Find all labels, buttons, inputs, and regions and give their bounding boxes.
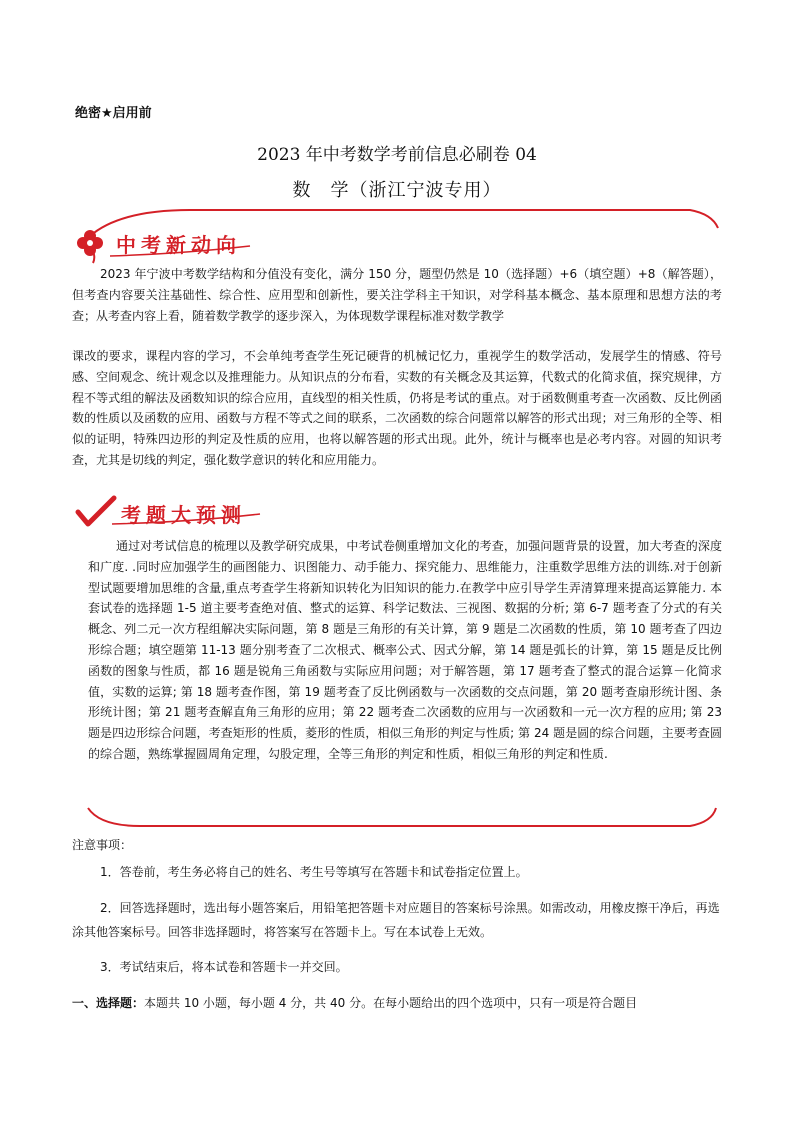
four-leaf-flower-icon [77,230,103,263]
notice-heading: 注意事项： [72,838,133,852]
check-mark-icon [78,498,114,524]
notice-item: 2．回答选择题时，选出每小题答案后，用铅笔把答题卡对应题目的答案标号涂黑。如需改动，用橡皮擦干净后，再选涂其他答案标号。回答非选择题时，将答案写在答题卡上。写在本试卷上无效。 [72,901,720,939]
trend-paragraph-part2: 课改的要求，课程内容的学习，不会单纯考查学生死记硬背的机械记忆力，重视学生的数学活动，发展学生的情感、符号感、空间观念、统计观念以及推理能力。从知识点的分布看，实数的有关概念及其运算，代数式的化简求值，探究规律，方程不等式组的解法及函数知识的综合应用，直线型的相关性质，仍将是考试的重点。对于函数侧重考查一次函数、反比例函数的性质以及函数的应用、函数与方程不等式之间的联系，二次函数的综合问题常以解答的形式出现；对三角形的全等、相似的证明，特殊四边形的判定及性质的应用，也将以解答题的形式出现。此外，统计与概率也是必考内容。对圆的知识考查，尤其是切线的判定，强化数学意识的转化和应用能力。 [72,349,722,467]
prediction-paragraph: 通过对考试信息的梳理以及教学研究成果，中考试卷侧重增加文化的考查，加强问题背景的设置，加大考查的深度和广度. .同时应加强学生的画图能力、识图能力、动手能力、探究能力、思维能力，注重数学思维方法的训练.对于创新型试题要增加思维的含量,重点考查学生将新知识转化为旧知识的能力.在教学中应引导学生弄清算理来提高运算能力. 本套试卷的选择题 1-5 道主要考查绝对值、整式的运算、科学记数法、三视图、数据的分析; 第 6-7 题考查了分式的有关概念、列二元一次方程组解决实际问题，第 8 题是三角形的有关计算，第 9 题是二次函数的性质，第 10 题考查了四边形综合题；填空题第 11-13 题分别考查了二次根式、概率公式、因式分解，第 14 题是弧长的计算，第 15 题是反比例函数的图象与性质，都 16 题是锐角三角函数与实际应用问题；对于解答题，第 17 题考查了整式的混合运算－化简求值，实数的运算; 第 18 题考查作图，第 19 题考查了反比例函数与一次函数的交点问题，第 20 题考查扇形统计图、条形统计图；第 21 题考查解直角三角形的应用；第 22 题考查二次函数的应用与一次函数和一元一次方程的应用; 第 23 题是四边形综合问题，考查矩形的性质，菱形的性质，相似三角形的判定与性质; 第 24 题是圆的综合问题，主要考查圆的综合题，熟练掌握圆周角定理，勾股定理，全等三角形的判定和性质，相似三角形的判定和性质. [88,539,722,761]
trend-paragraph-part1: 2023 年宁波中考数学结构和分值没有变化，满分 150 分，题型仍然是 10（选择题）+6（填空题）+8（解答题），但考查内容要关注基础性、综合性、应用型和创新性，要关注学科主干知识，对学科基本概念、基本原理和思想方法的考查；从考查内容上看，随着数学教学的逐步深入，为体现数学课程标准对数学教学 [72,267,722,323]
notice-item: 3．考试结束后，将本试卷和答题卡一并交回。 [100,960,348,974]
multiple-choice-instructions [72,994,732,1011]
notice-item: 1．答卷前，考生务必将自己的姓名、考生号等填写在答题卡和试卷指定位置上。 [100,865,528,879]
exam-title: 2023 年中考数学考前信息必刷卷 04 [257,145,537,165]
question-section-prefix: 一、选择题： [72,996,145,1010]
exam-subtitle: 数 学（浙江宁波专用） [292,180,502,201]
frame-bottom-arc [88,808,716,826]
section-heading-prediction: 考题大预测 [121,503,246,527]
confidential-label: 绝密★启用前 [75,106,152,121]
question-section-text: 本题共 10 小题，每小题 4 分，共 40 分。在每小题给出的四个选项中，只有一项是符合题目 [144,996,638,1010]
section-heading-new-trends: 中考新动向 [116,233,241,257]
